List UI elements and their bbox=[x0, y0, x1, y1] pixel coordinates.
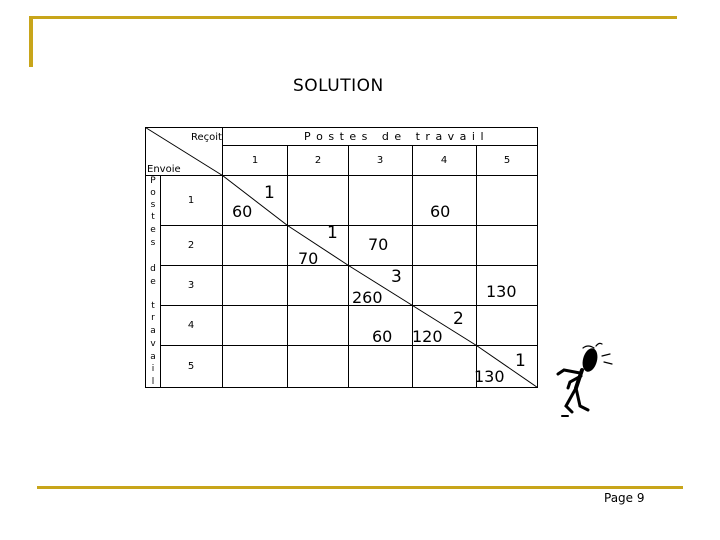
row-header-3: 3 bbox=[187, 280, 195, 291]
cell-value: 2 bbox=[453, 309, 464, 329]
row-header-letter: e bbox=[150, 225, 156, 235]
corner-bottom-label: Envoie bbox=[147, 164, 181, 175]
cell-value: 130 bbox=[486, 282, 517, 301]
row-header-letter: a bbox=[150, 326, 156, 336]
row-header-letter: t bbox=[151, 301, 155, 311]
row-header-letter: l bbox=[151, 377, 155, 387]
row-header-letter: o bbox=[150, 188, 156, 198]
bottom-decorative-line bbox=[37, 486, 683, 489]
cell-value: 1 bbox=[515, 351, 526, 371]
column-header-label: P o s t e s d e t r a v a i l bbox=[304, 130, 485, 143]
column-header-4: 4 bbox=[440, 155, 448, 166]
row-header-letter: e bbox=[150, 277, 156, 287]
cell-value: 70 bbox=[298, 249, 319, 268]
row-header-4: 4 bbox=[187, 320, 195, 331]
column-header-5: 5 bbox=[503, 155, 511, 166]
cell-value: 120 bbox=[412, 327, 443, 346]
column-header-3: 3 bbox=[376, 155, 384, 166]
cell-value: 260 bbox=[352, 288, 383, 307]
row-header-letter: v bbox=[150, 339, 156, 349]
cell-value: 1 bbox=[327, 223, 338, 243]
column-header-2: 2 bbox=[314, 155, 322, 166]
row-header-letter: s bbox=[150, 200, 156, 210]
row-header-letter: a bbox=[150, 352, 156, 362]
row-header-letter: s bbox=[150, 238, 156, 248]
cell-value: 60 bbox=[232, 202, 253, 221]
column-header-1: 1 bbox=[251, 155, 259, 166]
cell-value: 70 bbox=[368, 235, 389, 254]
page-title: SOLUTION bbox=[293, 76, 384, 96]
cell-value: 60 bbox=[430, 202, 451, 221]
cell-value: 130 bbox=[474, 367, 505, 386]
row-header-5: 5 bbox=[187, 361, 195, 372]
page-number: Page 9 bbox=[604, 491, 645, 505]
corner-top-label: Reçoit bbox=[191, 132, 222, 143]
row-header-letter: P bbox=[150, 176, 156, 186]
row-header-letter: t bbox=[151, 212, 155, 222]
row-header-2: 2 bbox=[187, 240, 195, 251]
table-border bbox=[146, 128, 538, 388]
row-header-letter: r bbox=[151, 313, 155, 323]
row-header-1: 1 bbox=[187, 195, 195, 206]
cell-value: 60 bbox=[372, 327, 393, 346]
row-header-letter: i bbox=[151, 364, 155, 374]
stick-figure-icon bbox=[552, 340, 622, 425]
row-header-letter: d bbox=[150, 264, 156, 274]
cell-value: 1 bbox=[264, 183, 275, 203]
cell-value: 3 bbox=[391, 267, 402, 287]
